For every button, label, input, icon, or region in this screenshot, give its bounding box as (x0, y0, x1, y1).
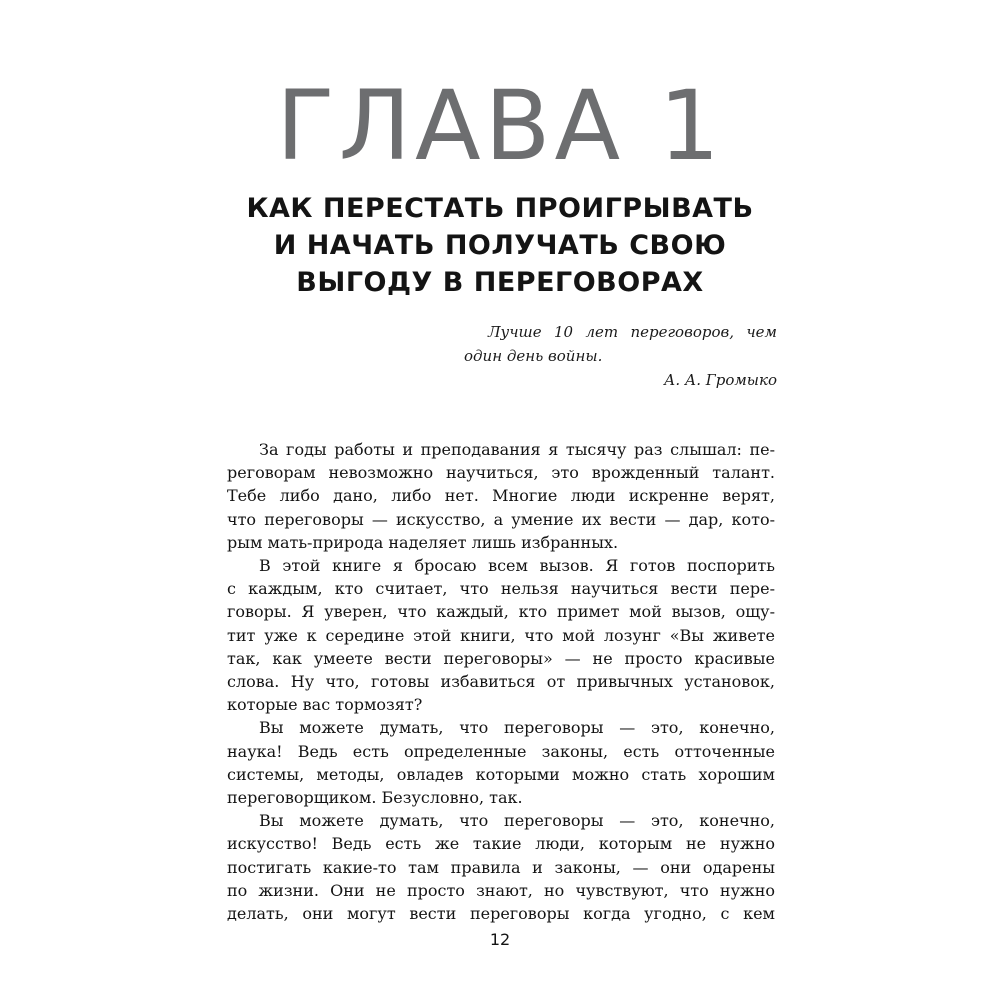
text-line: слова. Ну что, готовы избавиться от привычных установок, (227, 672, 775, 692)
text-line: реговорам невозможно научиться, это врожденный талант. (227, 463, 775, 483)
text-line: так, как умеете вести переговоры» — не просто красивые (227, 648, 775, 668)
text-line: наука! Ведь есть определенные законы, есть отточенные (227, 741, 775, 761)
epigraph (464, 320, 777, 392)
text-line: переговорщиком. Безусловно, так. (227, 788, 523, 808)
text-line: Вы можете думать, что переговоры — это, конечно, (259, 718, 775, 738)
chapter-number: ГЛАВА 1 (276, 70, 724, 182)
text-line: по жизни. Они не просто знают, но чувствуют, что нужно (227, 880, 775, 900)
text-line: системы, методы, овладев которыми можно стать хорошим (227, 764, 775, 784)
text-line: с каждым, кто считает, что нельзя научиться вести пере- (227, 579, 775, 599)
text-line: постигать какие-то там правила и законы, — они одарены (227, 857, 775, 877)
chapter-title-line: КАК ПЕРЕСТАТЬ ПРОИГРЫВАТЬ (246, 193, 754, 224)
epigraph-author: А. А. Громыко (664, 371, 777, 389)
page-number: 12 (489, 930, 511, 949)
text-line: За годы работы и преподавания я тысячу раз слышал: пе- (259, 440, 775, 459)
text-line: Вы можете думать, что переговоры — это, конечно, (259, 811, 775, 831)
text-line: что переговоры — искусство, а умение их вести — дар, кото- (227, 509, 775, 529)
text-line: искусство! Ведь есть же такие люди, которым не нужно (227, 834, 775, 854)
body-text (227, 438, 775, 925)
chapter-title-line: ВЫГОДУ В ПЕРЕГОВОРАХ (296, 267, 704, 298)
chapter-title-line: И НАЧАТЬ ПОЛУЧАТЬ СВОЮ (273, 230, 727, 261)
epigraph-text: Лучше 10 лет переговоров, чем один день войны. (464, 323, 777, 365)
text-line: В этой книге я бросаю всем вызов. Я готов поспорить (259, 556, 775, 576)
text-line: рым мать-природа наделяет лишь избранных. (227, 532, 619, 552)
chapter-title (0, 190, 1000, 301)
text-line: которые вас тормозят? (227, 695, 423, 715)
text-line: говоры. Я уверен, что каждый, кто примет мой вызов, ощу- (227, 602, 775, 622)
text-line: Тебе либо дано, либо нет. Многие люди искренне верят, (227, 486, 775, 506)
text-line: тит уже к середине этой книги, что мой лозунг «Вы живете (227, 625, 775, 645)
text-line: делать, они могут вести переговоры когда угодно, с кем (227, 904, 775, 924)
